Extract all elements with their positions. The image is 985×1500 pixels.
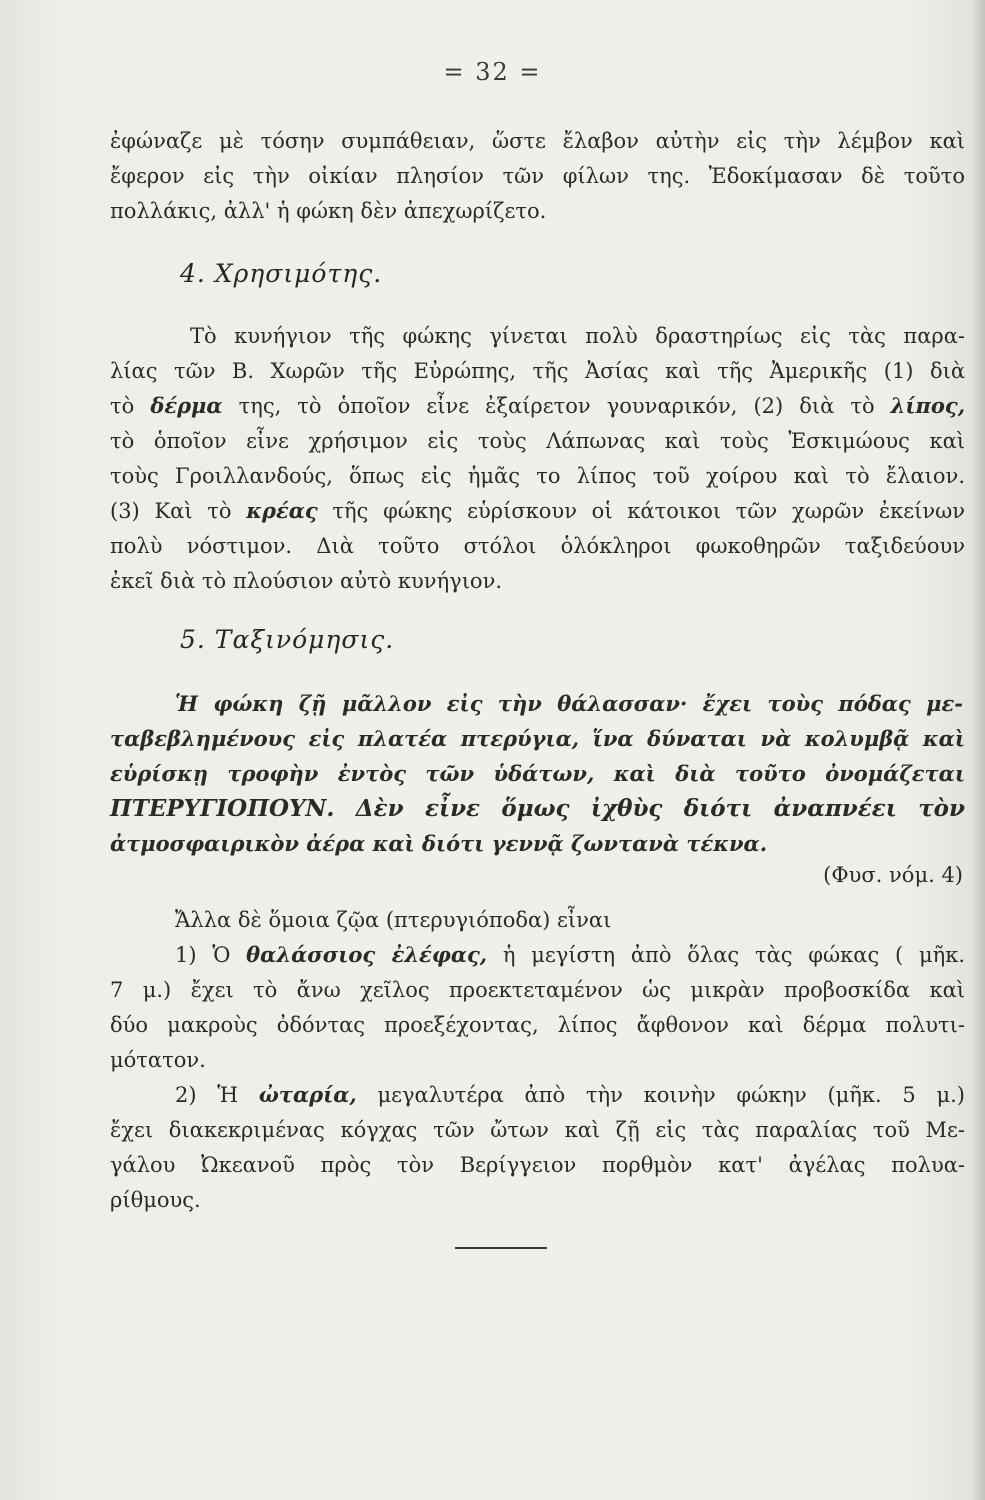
term-lipos: λίπος,	[890, 393, 966, 418]
item-1-line-3: δύο μακροὺς ὀδόντας προεξέχοντας, λίπος ἄφθονον καὶ δέρμα πολυτι-	[110, 1013, 965, 1037]
item-2-line-3: γάλου Ὠκεανοῦ πρὸς τὸν Βερίγγειον πορθμὸν κατ' ἀγέλας πολυα-	[110, 1153, 965, 1177]
intro-line-1: ἐφώναζε μὲ τόσην συμπάθειαν, ὥστε ἔλαβον αὐτὴν εἰς τὴν λέμβον καὶ	[110, 129, 965, 153]
item-2-line-1	[175, 1081, 965, 1109]
s5-line-1: Ἡ φώκη ζῇ μᾶλλον εἰς τὴν θάλασσαν· ἔχει τοὺς πόδας με-	[175, 691, 963, 716]
s5-line-3: εὑρίσκῃ τροφὴν ἐντὸς τῶν ὑδάτων, καὶ διὰ τοῦτο ὀνομάζεται	[110, 761, 965, 786]
others-intro: Ἄλλα δὲ ὅμοια ζῷα (πτερυγιόποδα) εἶναι	[175, 908, 612, 932]
s4-line-8: ἐκεῖ διὰ τὸ πλούσιον αὐτὸ κυνήγιον.	[110, 569, 503, 593]
s4-line-1: Τὸ κυνήγιον τῆς φώκης γίνεται πολὺ δραστηρίως εἰς τὰς παρα-	[190, 324, 965, 348]
item-1-line-4: μότατον.	[110, 1048, 206, 1072]
s4-line-3	[110, 392, 965, 420]
item-1-line-1	[175, 941, 965, 969]
s4-line-6	[110, 497, 965, 525]
intro-line-3: πολλάκις, ἀλλ' ἡ φώκη δὲν ἀπεχωρίζετο.	[110, 199, 547, 223]
s4-text: της, τὸ ὁποῖον εἶνε ἐξαίρετον γουναρικόν, (2) διὰ τὸ	[222, 394, 891, 418]
page-edge-shadow	[971, 0, 985, 1500]
item-2-line-4: ρίθμους.	[110, 1188, 201, 1212]
s5-line-5: ἀτμοσφαιρικὸν ἀέρα καὶ διότι γεννᾷ ζωντανὰ τέκνα.	[110, 831, 767, 856]
citation: (Φυσ. νόμ. 4)	[823, 863, 963, 887]
section-5-heading: 5. Ταξινόμησις.	[180, 625, 395, 654]
item-2-text: μεγαλυτέρα ἀπὸ τὴν κοινὴν φώκην (μῆκ. 5 μ.)	[356, 1083, 965, 1107]
s4-line-4: τὸ ὁποῖον εἶνε χρήσιμον εἰς τοὺς Λάπωνας καὶ τοὺς Ἐσκιμώους καὶ	[110, 429, 965, 453]
s5-line-2: ταβεβλημένους εἰς πλατέα πτερύγια, ἵνα δύναται νὰ κολυμβᾷ καὶ	[110, 726, 965, 751]
item-1-text: 1) Ὁ	[175, 943, 247, 967]
item-2-text: 2) Ἡ	[175, 1083, 259, 1107]
s4-line-5: τοὺς Γροιλλανδούς, ὅπως εἰς ἡμᾶς το λίπος τοῦ χοίρου καὶ τὸ ἔλαιον.	[110, 464, 965, 488]
end-rule	[455, 1247, 547, 1249]
page-number: = 32 =	[443, 58, 542, 86]
item-1-text: ἡ μεγίστη ἀπὸ ὅλας τὰς φώκας ( μῆκ.	[487, 943, 965, 967]
s4-text: τὸ	[110, 394, 151, 418]
term-otaria: ὠταρία,	[258, 1082, 357, 1107]
item-1-line-2: 7 μ.) ἔχει τὸ ἄνω χεῖλος προεκτεταμένον ὡς μικρὰν προβοσκίδα καὶ	[110, 978, 965, 1002]
item-2-line-2: ἔχει διακεκριμένας κόγχας τῶν ὤτων καὶ ζῇ εἰς τὰς παραλίας τοῦ Με-	[110, 1118, 965, 1142]
term-thalassios-elefas: θαλάσσιος ἐλέφας,	[246, 942, 488, 967]
s4-text: τῆς φώκης εὑρίσκουν οἱ κάτοικοι τῶν χωρῶν ἐκείνων	[317, 499, 965, 523]
s4-line-7: πολὺ νόστιμον. Διὰ τοῦτο στόλοι ὁλόκληροι φωκοθηρῶν ταξιδεύουν	[110, 534, 965, 558]
s4-line-2: λίας τῶν Β. Χωρῶν τῆς Εὐρώπης, τῆς Ἀσίας καὶ τῆς Ἀμερικῆς (1) διὰ	[110, 359, 965, 383]
s4-text: (3) Καὶ τὸ	[110, 499, 247, 523]
term-kreas: κρέας	[246, 498, 318, 523]
s5-line-4: ΠΤΕΡΥΓΙΟΠΟΥΝ. Δὲν εἶνε ὅμως ἰχθὺς διότι ἀναπνέει τὸν	[110, 795, 965, 822]
intro-line-2: ἔφερον εἰς τὴν οἰκίαν πλησίον τῶν φίλων της. Ἐδοκίμασαν δὲ τοῦτο	[110, 164, 965, 188]
section-4-heading: 4. Χρησιμότης.	[180, 259, 383, 288]
term-derma: δέρμα	[150, 393, 223, 418]
